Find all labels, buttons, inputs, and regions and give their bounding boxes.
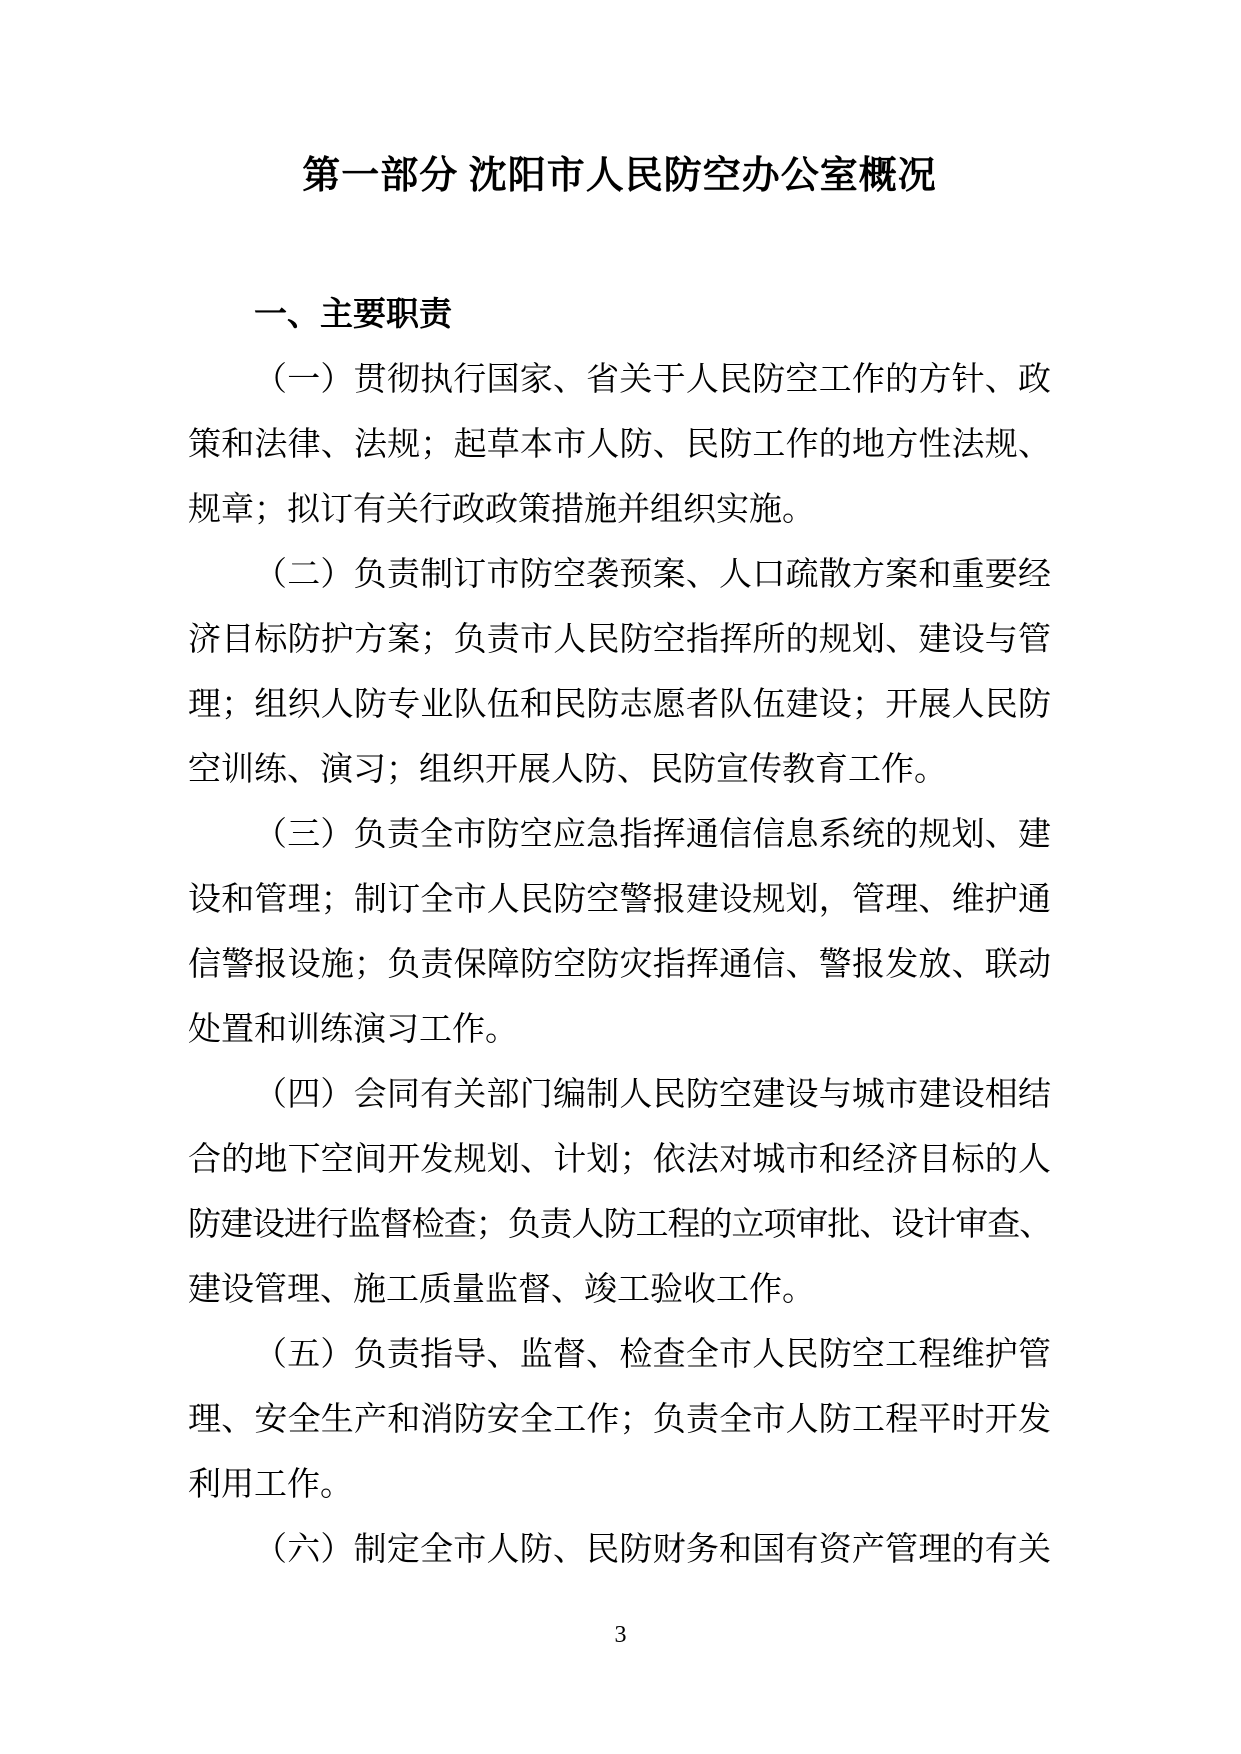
body-line: （一）贯彻执行国家、省关于人民防空工作的方针、政 bbox=[254, 362, 1051, 398]
body-line: 利用工作。 bbox=[188, 1467, 353, 1503]
body-line: 策和法律、法规；起草本市人防、民防工作的地方性法规、 bbox=[188, 427, 1051, 463]
body-line: 设和管理；制订全市人民防空警报建设规划，管理、维护通 bbox=[188, 882, 1051, 918]
body-line: （三）负责全市防空应急指挥通信信息系统的规划、建 bbox=[254, 817, 1051, 853]
page-number: 3 bbox=[614, 1622, 627, 1648]
body-line: 理；组织人防专业队伍和民防志愿者队伍建设；开展人民防 bbox=[188, 687, 1051, 723]
document-body bbox=[188, 348, 1051, 1583]
document-title: 第一部分 沈阳市人民防空办公室概况 bbox=[302, 155, 937, 197]
body-line: 理、安全生产和消防安全工作；负责全市人防工程平时开发 bbox=[188, 1402, 1051, 1438]
body-line: （六）制定全市人防、民防财务和国有资产管理的有关 bbox=[254, 1532, 1051, 1568]
body-line: （五）负责指导、监督、检查全市人民防空工程维护管 bbox=[254, 1337, 1051, 1373]
body-line: 空训练、演习；组织开展人防、民防宣传教育工作。 bbox=[188, 752, 947, 788]
body-line: 合的地下空间开发规划、计划；依法对城市和经济目标的人 bbox=[188, 1142, 1051, 1178]
body-line: 济目标防护方案；负责市人民防空指挥所的规划、建设与管 bbox=[188, 622, 1051, 658]
body-line: 处置和训练演习工作。 bbox=[188, 1012, 518, 1048]
body-line: 规章；拟订有关行政政策措施并组织实施。 bbox=[188, 492, 815, 528]
body-line: （四）会同有关部门编制人民防空建设与城市建设相结 bbox=[254, 1077, 1051, 1113]
body-line: 建设管理、施工质量监督、竣工验收工作。 bbox=[188, 1272, 815, 1308]
body-line: 防建设进行监督检查；负责人防工程的立项审批、设计审查、 bbox=[188, 1207, 1051, 1243]
body-line: 信警报设施；负责保障防空防灾指挥通信、警报发放、联动 bbox=[188, 947, 1051, 983]
body-line: （二）负责制订市防空袭预案、人口疏散方案和重要经 bbox=[254, 557, 1051, 593]
section-heading: 一、主要职责 bbox=[254, 295, 452, 332]
